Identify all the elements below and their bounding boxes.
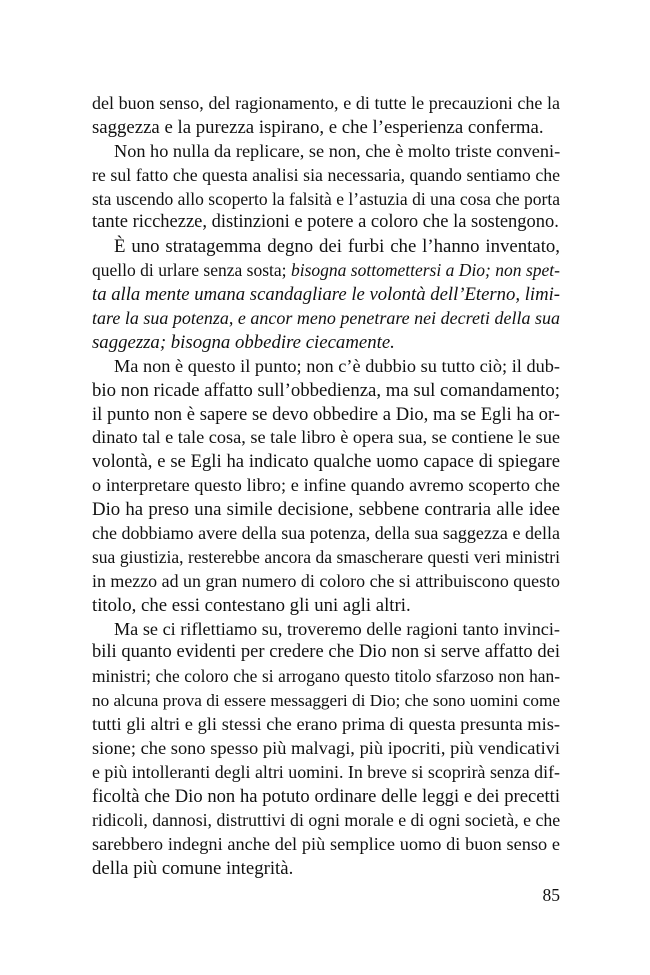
text-line xyxy=(92,140,560,164)
text-line xyxy=(92,307,560,331)
text-run: tutti gli altri e gli stessi che erano prima di questa presunta mis- xyxy=(92,714,560,735)
text-run: Ma non è questo il punto; non c’è dubbio su tutto ciò; il dub- xyxy=(114,355,560,376)
text-line xyxy=(92,689,560,713)
text-run: o interpretare questo libro; e infine quando avremo scoperto che xyxy=(92,475,560,496)
text-line xyxy=(92,785,560,809)
text-line xyxy=(92,116,560,140)
italic-run: bisogna sottomettersi a Dio; non spet- xyxy=(290,260,560,281)
italic-run: saggezza; bisogna obbedire ciecamente. xyxy=(92,331,395,353)
text-run: e più intolleranti degli altri uomini. In breve si scoprirà senza dif- xyxy=(92,761,560,782)
text-line xyxy=(92,92,560,116)
text-line xyxy=(92,426,560,450)
text-line xyxy=(92,498,560,522)
text-run: in mezzo ad un gran numero di coloro che si attribuiscono questo xyxy=(92,570,560,591)
text-run: bili quanto evidenti per credere che Dio non si serve affatto dei xyxy=(92,642,560,663)
text-run: quello di urlare senza sosta; xyxy=(92,260,291,281)
text-line xyxy=(92,761,560,785)
text-line xyxy=(92,713,560,737)
text-line xyxy=(92,211,560,235)
text-run: ficoltà che Dio non ha potuto ordinare delle leggi e dei precetti xyxy=(92,785,560,807)
body-text xyxy=(92,92,560,880)
text-line xyxy=(92,665,560,689)
text-run: Ma se ci riflettiamo su, troveremo delle ragioni tanto invinci- xyxy=(114,618,560,639)
text-line xyxy=(92,522,560,546)
text-run: sarebbero indegni anche del più semplice uomo di buon senso e xyxy=(92,833,560,854)
italic-run: ta alla mente umana scandagliare le volontà dell’Eterno, limi- xyxy=(92,284,560,306)
page-number: 85 xyxy=(542,885,560,905)
text-run: titolo, che essi contestano gli uni agli altri. xyxy=(92,594,411,616)
text-run: ridicoli, dannosi, distruttivi di ogni morale e di ogni società, e che xyxy=(92,809,560,830)
text-line xyxy=(92,809,560,833)
italic-run: tare la sua potenza, e ancor meno penetrare nei decreti della sua xyxy=(92,308,560,329)
text-line xyxy=(92,546,560,570)
text-run: tante ricchezze, distinzioni e potere a coloro che la sostengono. xyxy=(92,212,559,233)
text-run: volontà, e se Egli ha indicato qualche uomo capace di spiegare xyxy=(92,451,560,473)
text-line xyxy=(92,259,560,283)
text-line xyxy=(92,641,560,665)
text-run: bio non ricade affatto sull’obbedienza, ma sul comandamento; xyxy=(92,379,560,401)
text-run: sta uscendo allo scoperto la falsità e l’astuzia di una cosa che porta xyxy=(92,188,560,209)
text-run: Dio ha preso una simile decisione, sebbene contraria alle idee xyxy=(92,499,560,521)
text-line xyxy=(92,403,560,427)
text-run: saggezza e la purezza ispirano, e che l’esperienza conferma. xyxy=(92,116,544,138)
text-line xyxy=(92,355,560,379)
text-line xyxy=(92,857,560,881)
text-line xyxy=(92,331,560,355)
text-line xyxy=(92,833,560,857)
text-run: sua giustizia, resterebbe ancora da smascherare questi veri ministri xyxy=(92,546,560,567)
page-body xyxy=(92,92,560,880)
text-run: re sul fatto che questa analisi sia necessaria, quando sentiamo che xyxy=(92,164,560,185)
text-run: dinato tal e tale cosa, se tale libro è opera sua, se contiene le sue xyxy=(92,427,560,448)
text-line xyxy=(92,594,560,618)
text-run: del buon senso, del ragionamento, e di tutte le precauzioni che la xyxy=(92,93,560,113)
text-run: È uno stratagemma degno dei furbi che l’hanno inventato, xyxy=(114,236,560,258)
text-run: ministri; che coloro che si arrogano questo titolo sfarzoso non han- xyxy=(92,666,560,687)
text-line xyxy=(92,235,560,259)
text-run: Non ho nulla da replicare, se non, che è molto triste conveni- xyxy=(114,140,560,161)
text-line xyxy=(92,188,560,212)
text-line xyxy=(92,570,560,594)
text-line xyxy=(92,283,560,307)
text-run: sione; che sono spesso più malvagi, più ipocriti, più vendicativi xyxy=(92,738,560,759)
text-run: che dobbiamo avere della sua potenza, della sua saggezza e della xyxy=(92,523,560,544)
text-run: no alcuna prova di essere messaggeri di Dio; che sono uomini come xyxy=(92,691,560,711)
text-line xyxy=(92,618,560,642)
text-line xyxy=(92,450,560,474)
text-line xyxy=(92,474,560,498)
text-line xyxy=(92,379,560,403)
text-line xyxy=(92,737,560,761)
text-run: il punto non è sapere se devo obbedire a Dio, ma se Egli ha or- xyxy=(92,403,560,425)
text-run: della più comune integrità. xyxy=(92,857,294,879)
text-line xyxy=(92,164,560,188)
